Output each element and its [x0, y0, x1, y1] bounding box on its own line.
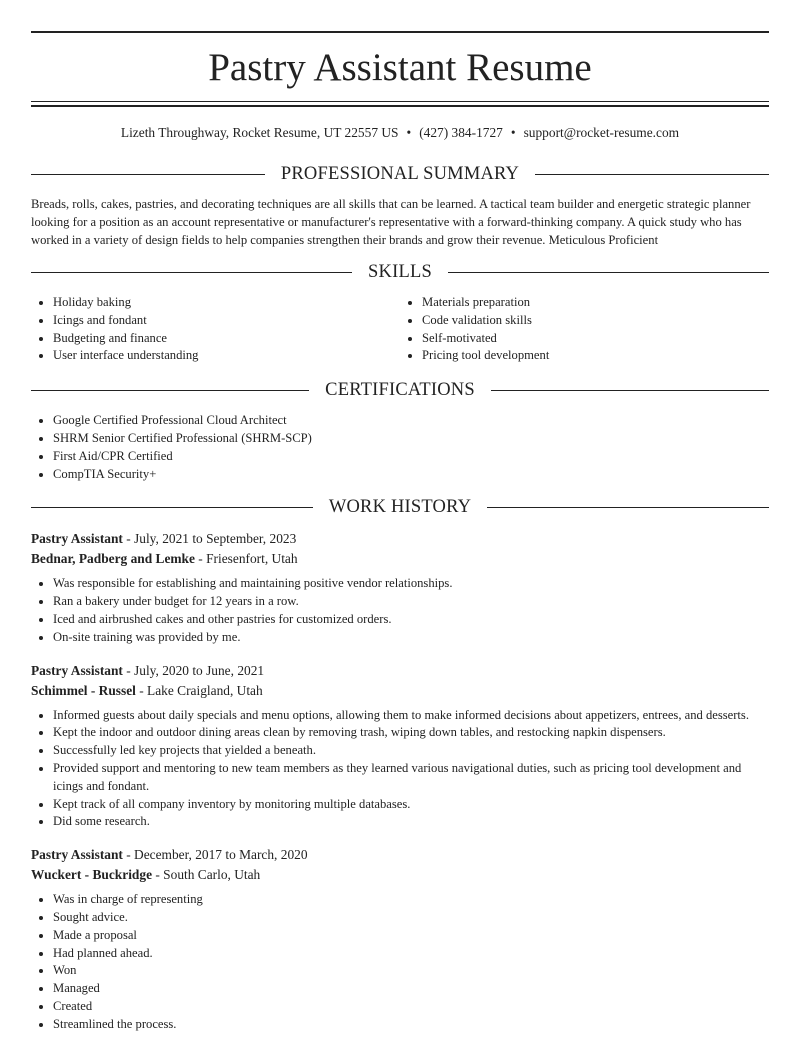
- section-heading-text: PROFESSIONAL SUMMARY: [280, 163, 520, 184]
- skills-column-left: [31, 294, 400, 365]
- job-title-line: [31, 529, 769, 549]
- job-dates: - July, 2020 to June, 2021: [122, 662, 265, 678]
- job-bullet: • Provided support and mentoring to new team members as they learned various navigational duties, such as pricing tool development and icings and fondant.: [53, 760, 769, 796]
- job-bullets: [31, 707, 769, 832]
- job-company: Wuckert - Buckridge: [31, 867, 153, 883]
- job-bullet: • Managed: [53, 980, 769, 998]
- job-company: Schimmel - Russel: [31, 682, 136, 698]
- job-dates: - July, 2021 to September, 2023: [122, 531, 297, 547]
- job-entry: [31, 845, 769, 1033]
- section-heading-summary: [31, 162, 769, 186]
- section-heading-text: CERTIFICATIONS: [325, 379, 475, 400]
- job-bullet: • Iced and airbrushed cakes and other pastries for customized orders.: [53, 611, 769, 629]
- job-title-line: [31, 661, 769, 681]
- double-rule-upper: [31, 101, 769, 102]
- certification-item: • CompTIA Security+: [53, 466, 769, 484]
- job-company-line: [31, 681, 769, 701]
- job-location: - Lake Craigland, Utah: [135, 682, 263, 698]
- contact-phone: (427) 384-1727: [419, 125, 503, 140]
- skill-item: • Budgeting and finance: [53, 330, 400, 348]
- job-company-line: [31, 865, 769, 885]
- job-company: Bednar, Padberg and Lemke: [31, 551, 195, 567]
- skill-item: • Pricing tool development: [422, 347, 769, 365]
- job-company-line: [31, 549, 769, 569]
- resume-body: [31, 162, 769, 1048]
- separator: •: [406, 125, 412, 140]
- separator: •: [510, 125, 516, 140]
- job-bullet: • On-site training was provided by me.: [53, 629, 769, 647]
- summary-text: Breads, rolls, cakes, pastries, and decorating techniques are all skills that can be learned. A tactical team builder and energetic strategic planner looking for a position as an account representative or manufacturer's representative with a forward-thinking company. A quick study who has worked in a variety of design fields to help companies strengthen their brands and grow their revenue. Meticulous Proficient: [31, 197, 751, 247]
- job-bullet: • Had planned ahead.: [53, 945, 769, 963]
- skill-item: • Code validation skills: [422, 312, 769, 330]
- skills-list: [31, 294, 769, 365]
- job-bullet: • Was responsible for establishing and maintaining positive vendor relationships.: [53, 575, 769, 593]
- skill-item: • User interface understanding: [53, 347, 400, 365]
- resume-title: Pastry Assistant Resume: [208, 46, 592, 89]
- job-bullet: • Was in charge of representing: [53, 891, 769, 909]
- section-heading-text: SKILLS: [368, 261, 432, 282]
- job-title: Pastry Assistant: [31, 531, 123, 547]
- job-entry: [31, 661, 769, 832]
- skill-item: • Self-motivated: [422, 330, 769, 348]
- job-bullet: • Sought advice.: [53, 909, 769, 927]
- job-bullet: • Did some research.: [53, 813, 769, 831]
- job-bullet: • Kept track of all company inventory by monitoring multiple databases.: [53, 796, 769, 814]
- section-heading-work-history: [31, 495, 769, 519]
- section-heading-text: WORK HISTORY: [328, 496, 472, 517]
- certification-item: • Google Certified Professional Cloud Architect: [53, 412, 769, 430]
- skill-item: • Icings and fondant: [53, 312, 400, 330]
- job-location: - South Carlo, Utah: [152, 867, 261, 883]
- work-history-list: [31, 529, 769, 1033]
- certifications-list: [31, 412, 769, 483]
- job-bullet: • Kept the indoor and outdoor dining areas clean by removing trash, wiping down tables, and restocking napkin dispensers.: [53, 724, 769, 742]
- section-heading-skills: [31, 260, 769, 284]
- job-title-line: [31, 845, 769, 865]
- job-bullet: • Ran a bakery under budget for 12 years in a row.: [53, 593, 769, 611]
- job-bullet: • Created: [53, 998, 769, 1016]
- contact-address: Lizeth Throughway, Rocket Resume, UT 22557 US: [120, 125, 399, 140]
- certification-item: • SHRM Senior Certified Professional (SHRM-SCP): [53, 430, 769, 448]
- job-bullet: • Made a proposal: [53, 927, 769, 945]
- job-entry: [31, 529, 769, 646]
- job-title: Pastry Assistant: [31, 847, 123, 863]
- skills-column-right: [400, 294, 769, 365]
- double-rule-lower: [31, 105, 769, 107]
- job-bullet: • Won: [53, 962, 769, 980]
- skill-item: • Materials preparation: [422, 294, 769, 312]
- job-bullet: • Informed guests about daily specials and menu options, allowing them to make informed decisions about appetizers, entrees, and desserts.: [53, 707, 769, 725]
- contact-email: support@rocket-resume.com: [523, 125, 680, 140]
- certification-item: • First Aid/CPR Certified: [53, 448, 769, 466]
- job-bullets: [31, 575, 769, 646]
- section-heading-certifications: [31, 378, 769, 402]
- top-rule: [31, 31, 769, 33]
- contact-line: [31, 124, 769, 142]
- job-bullets: [31, 891, 769, 1033]
- job-bullet: • Successfully led key projects that yielded a beneath.: [53, 742, 769, 760]
- job-location: - Friesenfort, Utah: [194, 551, 298, 567]
- job-dates: - December, 2017 to March, 2020: [122, 847, 308, 863]
- skill-item: • Holiday baking: [53, 294, 400, 312]
- job-bullet: • Streamlined the process.: [53, 1016, 769, 1034]
- job-title: Pastry Assistant: [31, 662, 123, 678]
